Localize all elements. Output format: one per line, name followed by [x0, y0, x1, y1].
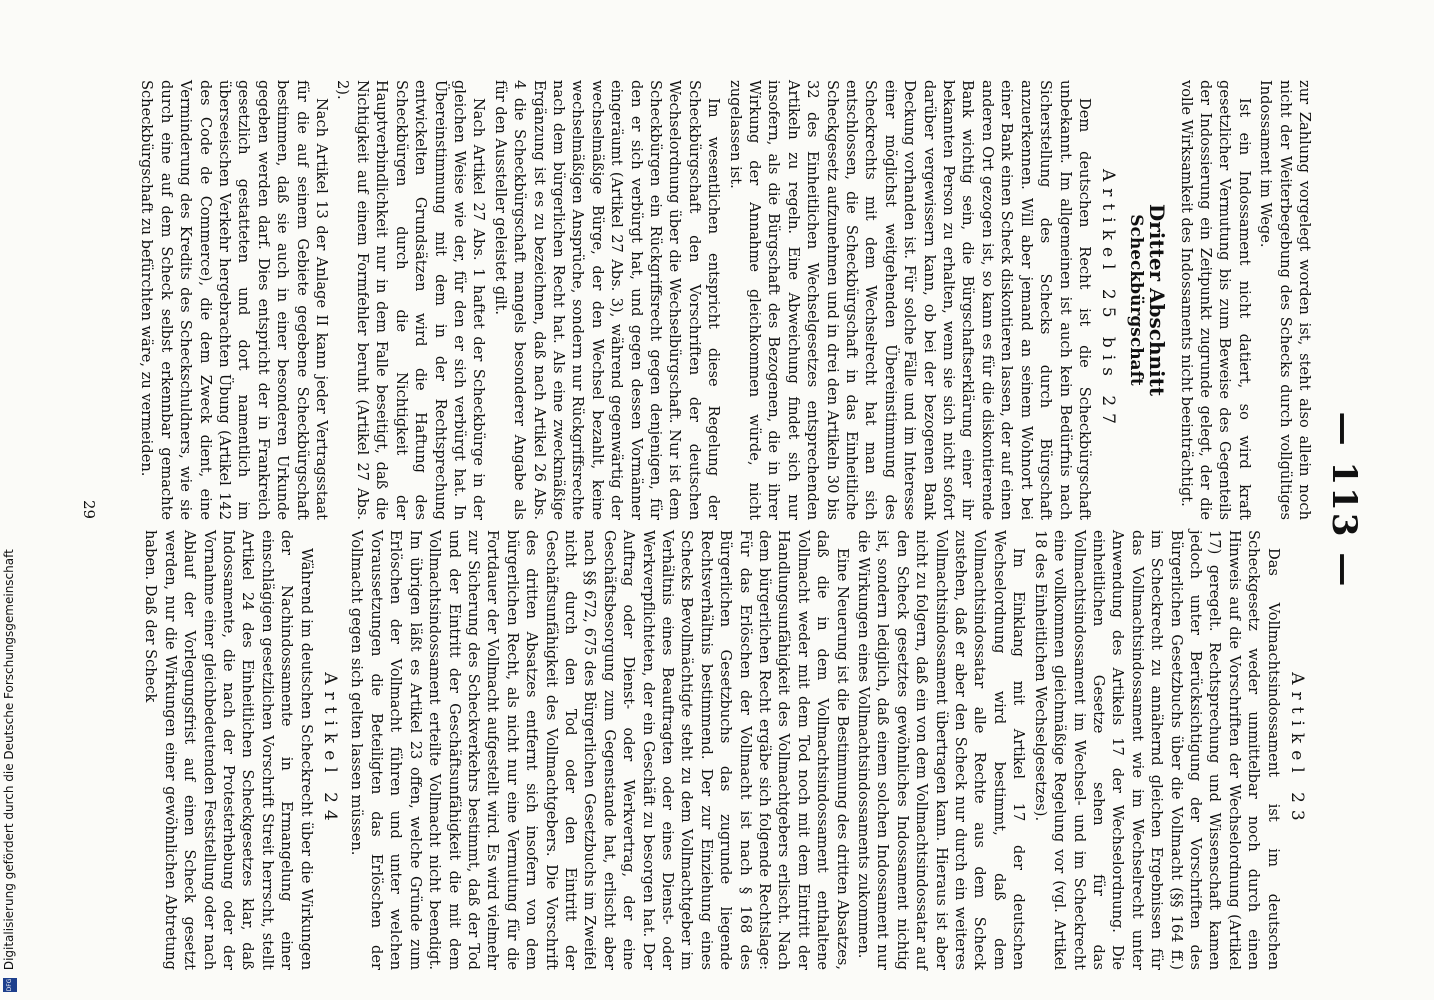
article-heading: Artikel 23	[1287, 672, 1307, 828]
paragraph: Nach Artikel 13 der Anlage II kann jeder Vertragsstaat für die auf seinem Gebiete gegebene Scheckbürgschaft bestimmen, daß sie auch in einer besonderen Urkunde gegeben werden darf. Dies entspricht der in Frankreich gesetzlich gestatteten und dort namentlich im überseeischen Verkehr hergebrachten Übung (Artikel 142 des Code de Commerce), die dem Zweck dient, eine Verminderung des Kredits des Scheckschuldners, wie sie durch eine auf dem Scheck selbst erkennbar gemachte Scheckbürgschaft zu befürchten wäre, zu vermeiden.	[138, 80, 331, 520]
paragraph: zur Zahlung vorgelegt worden ist, steht also allein noch nicht der Weiterbegebung des Schecks durch vollgültiges Indossament im Wege.	[1257, 80, 1313, 520]
credit-text: Digitalisierung gefördert durch die Deutsche Forschungsgemeinschaft	[2, 549, 16, 971]
paragraph: Im Einklang mit Artikel 17 der deutschen Wechselordnung wird bestimmt, daß dem Vollmachtsindossatar alle Rechte aus dem Scheck zustehen, daß er aber den Scheck nur durch ein weiteres Vollmachtsindossament übertragen kann. Hieraus ist aber nicht zu folgern, daß ein von dem Vollmachtsindossatar auf den Scheck gesetztes gewöhnliches Indossament nichtig ist, sondern lediglich, daß einem solchen Indossament nur die Wirkungen eines Vollmachtsindossaments zukommen.	[855, 530, 1028, 970]
section-subtitle: Scheckbürgschaft	[1125, 214, 1146, 386]
article-heading: Artikel 25 bis 27	[1098, 169, 1119, 431]
paragraph: Das Vollmachtsindossament ist im deutschen Scheckgesetz weder unmittelbar noch durch einen Hinweis auf die Vorschriften der Wechselordnung (Artikel 17) geregelt. Rechtsprechung und Wissenschaft kamen jedoch unter Berücksichtigung der Vorschriften des Bürgerlichen Gesetzbuchs über die Vollmacht (§§ 164 ff.) im Scheckrecht zu annähernd gleichen Ergebnissen für das Vollmachtsindossament wie im Wechselrecht unter Anwendung des Artikels 17 der Wechselordnung. Die einheitlichen Gesetze sehen für das Vollmachtsindossament im Wechsel- und im Scheckrecht eine vollkommen gleichmäßige Regelung vor (vgl. Artikel 18 des Einheitlichen Wechselgesetzes).	[1031, 530, 1282, 970]
article-heading: Artikel 24	[320, 672, 341, 828]
paragraph: Während im deutschen Scheckrecht über die Wirkungen der Nachindossamente in Ermangelung einer einschlägigen gesetzlichen Vorschrift Streit herrscht, stellt Artikel 24 des Einheitlichen Scheckgesetzes klar, daß Indossamente, die nach der Protesterhebung oder der Vornahme einer gleichbedeutenden Feststellung oder nach Ablauf der Vorlegungsfrist auf einen Scheck gesetzt werden, nur die Wirkungen einer gewöhnlichen Abtretung haben. Daß der Scheck	[142, 530, 315, 970]
paragraph: Dem deutschen Recht ist die Scheckbürgschaft unbekannt. Im allgemeinen ist auch kein Bedürfnis nach Sicherstellung des Schecks durch Bürgschaft anzuerkennen. Will aber jemand an seinem Wohnort bei einer Bank einen Scheck diskontieren lassen, der auf einen anderen Ort gezogen ist, so kann es für die diskontierende Bank wichtig sein, die Bürgschaftserklärung einer ihr bekannten Person zu erhalten, wenn sie sich nicht sofort darüber vergewissern kann, ob bei der bezogenen Bank Deckung vorhanden ist. Für solche Fälle und im Interesse einer möglichst weitgehenden Übereinstimmung des Scheckrechts mit dem Wechselrecht hat man sich entschlossen, die Scheckbürgschaft in das Einheitliche Scheckgesetz aufzunehmen und in drei den Artikeln 30 bis 32 des Einheitlichen Wechselgesetzes entsprechenden Artikeln zu regeln. Eine Abweichung findet sich nur insofern, als die Bürgschaft des Bezogenen, die in ihrer Wirkung der Annahme gleichkommen würde, nicht zugelassen ist.	[726, 80, 1093, 520]
paragraph: Nach Artikel 27 Abs. 1 haftet der Scheckbürge in der gleichen Weise wie der, für den er sich verbürgt hat. In Übereinstimmung mit dem in der Rechtsprechung entwickelten Grundsätzen wird die Haftung des Scheckbürgen durch die Nichtigkeit der Hauptverbindlichkeit nur in dem Falle beseitigt, daß die Nichtigkeit auf einem Formfehler beruht (Artikel 27 Abs. 2).	[334, 80, 488, 520]
right-column	[139, 530, 1314, 970]
dfg-logo-icon: DFG	[3, 978, 17, 992]
section-title: Dritter Abschnitt	[1145, 203, 1170, 397]
paragraph: Im wesentlichen entspricht diese Regelung der Scheckbürgschaft den Vorschriften der deutschen Wechselordnung über die Wechselbürgschaft. Nur ist dem Scheckbürgen ein Rückgriffsrecht gegen denjenigen, für den er sich verbürgt hat, und gegen dessen Vormänner eingeräumt (Artikel 27 Abs. 3), während gegenwärtig der wechselmäßige Bürge, der den Wechsel bezahlt, keine wechselmäßigen Ansprüche, sondern nur Rückgriffsrechte nach dem bürgerlichen Recht hat. Als eine zweckmäßige Ergänzung ist es zu bezeichnen, daß nach Artikel 26 Abs. 4 die Scheckbürgschaft mangels besonderer Angabe als für den Aussteller geleistet gilt.	[491, 80, 723, 520]
left-column	[135, 80, 1314, 520]
paragraph: Ist ein Indossament nicht datiert, so wird kraft gesetzlicher Vermutung bis zum Beweise des Gegenteils der Indossierung ein Zeitpunkt zugrunde gelegt, der die volle Wirksamkeit des Indossaments nicht beeinträchtigt.	[1177, 80, 1253, 520]
page-number-header: — 113 —	[1324, 411, 1364, 589]
paragraph: Eine Neuerung ist die Bestimmung des dritten Absatzes, daß die in dem Vollmachtsindossament enthaltene Vollmacht weder mit dem Tod noch mit dem Eintritt der Handlungsunfähigkeit des Vollmachtgebers erlischt. Nach dem bürgerlichen Recht ergäbe sich folgende Rechtslage: Für das Erlöschen der Vollmacht ist nach § 168 des Bürgerlichen Gesetzbuchs das zugrunde liegende Rechtsverhältnis bestimmend. Der zur Einziehung eines Schecks Bevollmächtigte steht zu dem Vollmachtgeber im Verhältnis eines Beauftragten oder eines Dienst- oder Werkverpflichteten, der ein Geschäft zu besorgen hat. Der Auftrag oder Dienst- oder Werkvertrag, der eine Geschäftsbesorgung zum Gegenstande hat, erlischt aber nach §§ 672, 675 des Bürgerlichen Gesetzbuchs im Zweifel nicht durch den Tod oder den Eintritt der Geschäftsunfähigkeit des Vollmachtgebers. Die Vorschrift des dritten Absatzes entfernt sich insofern von dem bürgerlichen Recht, als nicht nur eine Vermutung für die Fortdauer der Vollmacht aufgestellt wird. Es wird vielmehr zur Sicherung des Scheckverkehrs bestimmt, daß der Tod und der Eintritt der Geschäftsunfähigkeit die mit dem Vollmachtsindossament erteilte Vollmacht nicht beendigt. Im übrigen läßt es Artikel 23 offen, welche Gründe zum Erlöschen der Vollmacht führen und unter welchen Voraussetzungen die Beteiligten das Erlöschen der Vollmacht gegen sich gelten lassen müssen.	[348, 530, 851, 970]
sheet-number: 29	[80, 500, 98, 520]
